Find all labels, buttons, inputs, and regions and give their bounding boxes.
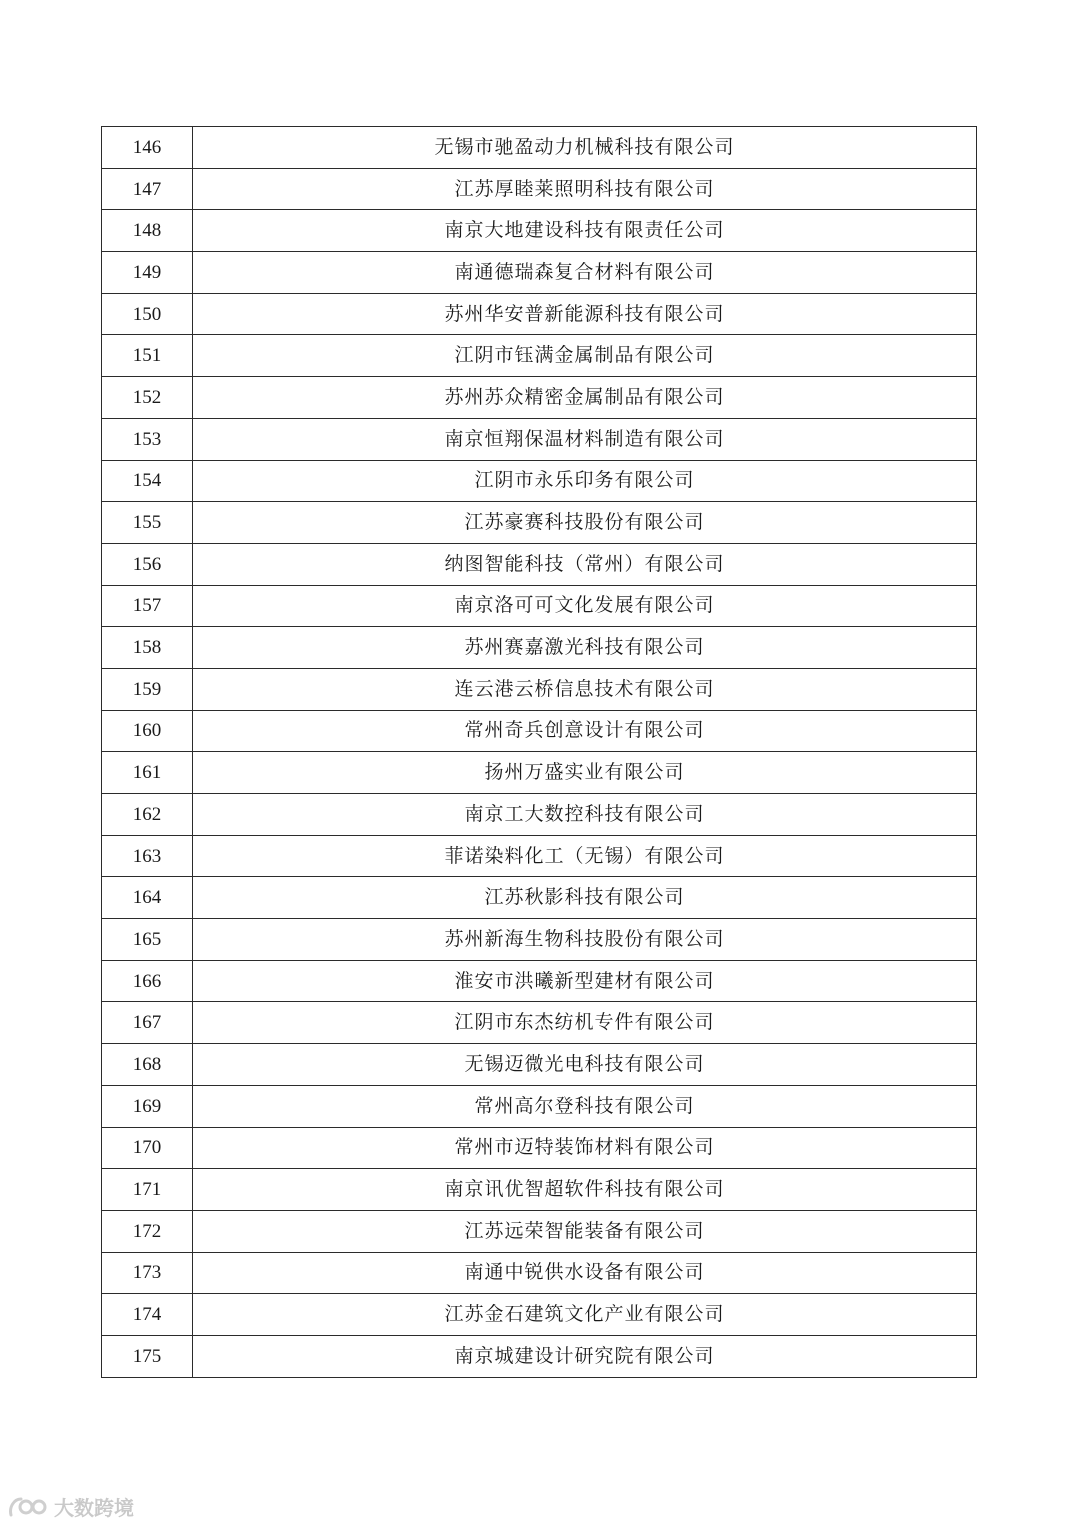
table-row	[102, 1127, 977, 1169]
row-number-cell: 157	[102, 585, 193, 627]
table-row	[102, 627, 977, 669]
row-number-cell: 169	[102, 1085, 193, 1127]
row-number-cell: 148	[102, 210, 193, 252]
row-number-cell: 149	[102, 252, 193, 294]
row-number-cell: 163	[102, 835, 193, 877]
company-name-cell: 江苏豪赛科技股份有限公司	[193, 502, 977, 544]
row-number-cell: 153	[102, 418, 193, 460]
company-name-cell: 南京讯优智超软件科技有限公司	[193, 1169, 977, 1211]
row-number-cell: 159	[102, 668, 193, 710]
table-row	[102, 710, 977, 752]
company-name-cell: 江阴市钰满金属制品有限公司	[193, 335, 977, 377]
company-name-cell: 常州奇兵创意设计有限公司	[193, 710, 977, 752]
watermark-text: 大数跨境	[54, 1496, 134, 1520]
company-name-cell: 苏州赛嘉激光科技有限公司	[193, 627, 977, 669]
row-number-cell: 160	[102, 710, 193, 752]
company-name-cell: 江苏秋影科技有限公司	[193, 877, 977, 919]
row-number-cell: 171	[102, 1169, 193, 1211]
table-row	[102, 1002, 977, 1044]
row-number-cell: 150	[102, 293, 193, 335]
company-list-table	[101, 126, 977, 1378]
company-name-cell: 江阴市东杰纺机专件有限公司	[193, 1002, 977, 1044]
table-row	[102, 127, 977, 169]
table-row	[102, 1294, 977, 1336]
row-number-cell: 175	[102, 1335, 193, 1377]
company-list-body	[102, 127, 977, 1378]
row-number-cell: 168	[102, 1044, 193, 1086]
row-number-cell: 158	[102, 627, 193, 669]
table-row	[102, 252, 977, 294]
company-name-cell: 常州市迈特装饰材料有限公司	[193, 1127, 977, 1169]
row-number-cell: 155	[102, 502, 193, 544]
company-name-cell: 无锡迈微光电科技有限公司	[193, 1044, 977, 1086]
company-name-cell: 江苏金石建筑文化产业有限公司	[193, 1294, 977, 1336]
company-name-cell: 常州高尔登科技有限公司	[193, 1085, 977, 1127]
company-name-cell: 南通中锐供水设备有限公司	[193, 1252, 977, 1294]
table-row	[102, 377, 977, 419]
company-name-cell: 南京洛可可文化发展有限公司	[193, 585, 977, 627]
company-name-cell: 苏州苏众精密金属制品有限公司	[193, 377, 977, 419]
brand-logo-icon	[8, 1495, 48, 1519]
table-row	[102, 210, 977, 252]
table-row	[102, 1252, 977, 1294]
table-row	[102, 293, 977, 335]
table-row	[102, 543, 977, 585]
company-name-cell: 连云港云桥信息技术有限公司	[193, 668, 977, 710]
company-name-cell: 纳图智能科技（常州）有限公司	[193, 543, 977, 585]
company-name-cell: 淮安市洪曦新型建材有限公司	[193, 960, 977, 1002]
row-number-cell: 164	[102, 877, 193, 919]
table-row	[102, 502, 977, 544]
row-number-cell: 166	[102, 960, 193, 1002]
company-name-cell: 南京恒翔保温材料制造有限公司	[193, 418, 977, 460]
table-row	[102, 919, 977, 961]
table-row	[102, 1169, 977, 1211]
row-number-cell: 172	[102, 1210, 193, 1252]
table-row	[102, 960, 977, 1002]
row-number-cell: 151	[102, 335, 193, 377]
row-number-cell: 156	[102, 543, 193, 585]
table-row	[102, 752, 977, 794]
table-row	[102, 1210, 977, 1252]
company-name-cell: 菲诺染料化工（无锡）有限公司	[193, 835, 977, 877]
row-number-cell: 170	[102, 1127, 193, 1169]
row-number-cell: 162	[102, 794, 193, 836]
table-row	[102, 1085, 977, 1127]
company-name-cell: 南通德瑞森复合材料有限公司	[193, 252, 977, 294]
company-name-cell: 江阴市永乐印务有限公司	[193, 460, 977, 502]
company-name-cell: 江苏远荣智能装备有限公司	[193, 1210, 977, 1252]
watermark	[8, 1492, 134, 1521]
table-row	[102, 460, 977, 502]
row-number-cell: 173	[102, 1252, 193, 1294]
row-number-cell: 174	[102, 1294, 193, 1336]
row-number-cell: 165	[102, 919, 193, 961]
company-name-cell: 江苏厚睦莱照明科技有限公司	[193, 168, 977, 210]
row-number-cell: 147	[102, 168, 193, 210]
table-row	[102, 877, 977, 919]
table-row	[102, 335, 977, 377]
table-row	[102, 418, 977, 460]
company-name-cell: 南京城建设计研究院有限公司	[193, 1335, 977, 1377]
row-number-cell: 154	[102, 460, 193, 502]
company-name-cell: 苏州新海生物科技股份有限公司	[193, 919, 977, 961]
table-row	[102, 794, 977, 836]
table-row	[102, 668, 977, 710]
table-row	[102, 1044, 977, 1086]
company-name-cell: 南京大地建设科技有限责任公司	[193, 210, 977, 252]
company-name-cell: 无锡市驰盈动力机械科技有限公司	[193, 127, 977, 169]
table-row	[102, 168, 977, 210]
company-name-cell: 扬州万盛实业有限公司	[193, 752, 977, 794]
row-number-cell: 146	[102, 127, 193, 169]
table-row	[102, 835, 977, 877]
row-number-cell: 152	[102, 377, 193, 419]
row-number-cell: 167	[102, 1002, 193, 1044]
table-row	[102, 585, 977, 627]
company-name-cell: 苏州华安普新能源科技有限公司	[193, 293, 977, 335]
table-row	[102, 1335, 977, 1377]
row-number-cell: 161	[102, 752, 193, 794]
company-name-cell: 南京工大数控科技有限公司	[193, 794, 977, 836]
